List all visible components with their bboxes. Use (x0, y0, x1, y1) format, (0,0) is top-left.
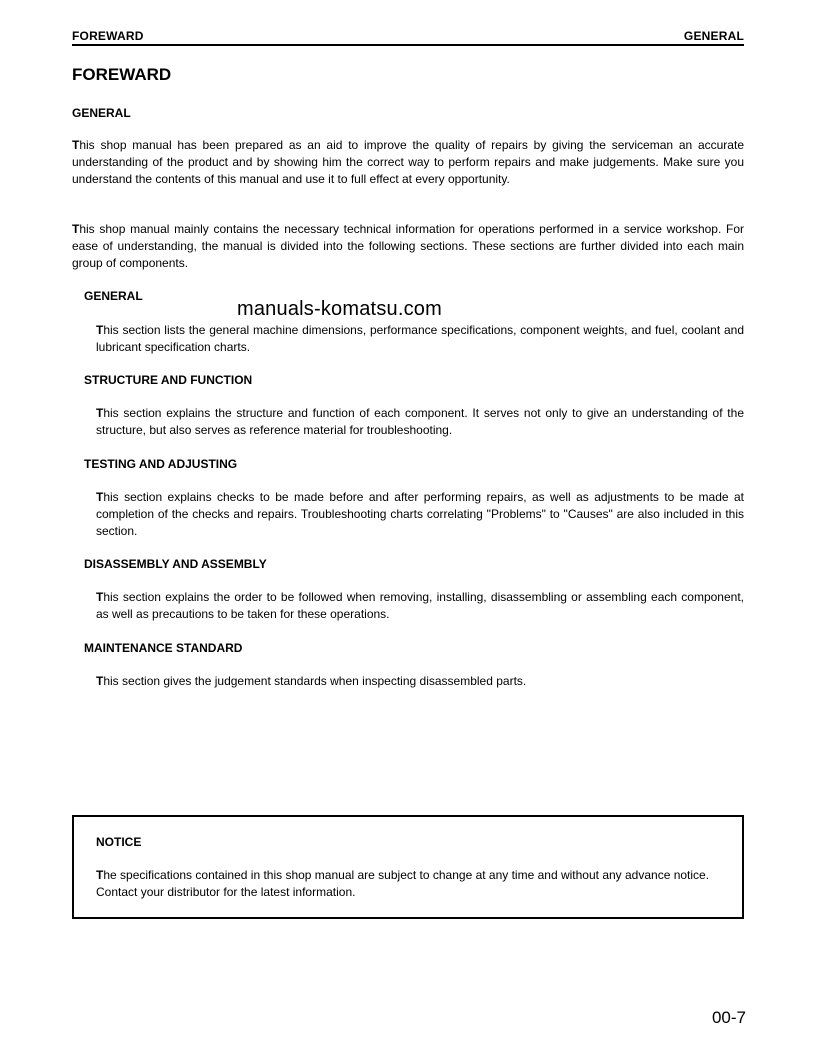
section-text-disassembly: This section explains the order to be followed when removing, installing, disassembling or assembling each component, as well as precautions to be taken for these operations. (96, 590, 744, 621)
section-text-general: This section lists the general machine dimensions, performance specifications, component weights, and fuel, coolant and lubricant specification charts. (96, 323, 744, 354)
header-section-label: FOREWARD (72, 29, 144, 43)
intro-paragraph-2: This shop manual mainly contains the necessary technical information for operations performed in a service workshop. For ease of understanding, the manual is divided into the following sections. These sections are further divided into each main group of components. (72, 222, 744, 270)
section-heading-maintenance: MAINTENANCE STANDARD (84, 641, 243, 655)
page-title: FOREWARD (72, 65, 172, 84)
watermark: manuals-komatsu.com (237, 298, 442, 320)
header-chapter-label: GENERAL (683, 29, 744, 43)
notice-text: The specifications contained in this shop manual are subject to change at any time and without any advance notice. Contact your distributor for the latest information. (96, 868, 710, 899)
section-text-structure: This section explains the structure and function of each component. It serves not only to give an understanding of the structure, but also serves as reference material for troubleshooting. (96, 406, 744, 437)
page-header (72, 28, 744, 46)
notice-heading: NOTICE (96, 835, 142, 849)
section-text-testing: This section explains checks to be made before and after performing repairs, as well as adjustments to be made at completion of the checks and repairs. Troubleshooting charts correlating "Problems" to "Causes" are also included in this section. (96, 490, 744, 538)
section-heading-testing: TESTING AND ADJUSTING (84, 457, 238, 471)
section-heading-disassembly: DISASSEMBLY AND ASSEMBLY (84, 557, 267, 571)
section-text-maintenance: This section gives the judgement standards when inspecting disassembled parts. (96, 674, 527, 688)
section-heading-general: GENERAL (84, 289, 143, 303)
section-heading-structure: STRUCTURE AND FUNCTION (84, 373, 253, 387)
intro-paragraph-1: This shop manual has been prepared as an aid to improve the quality of repairs by giving the serviceman an accurate understanding of the product and by showing him the correct way to perform repairs and make judgements. Make sure you understand the contents of this manual and use it to full effect at every opportunity. (72, 138, 744, 186)
page-number: 00-7 (711, 1008, 746, 1027)
notice-box (72, 815, 744, 919)
subtitle: GENERAL (72, 106, 131, 120)
